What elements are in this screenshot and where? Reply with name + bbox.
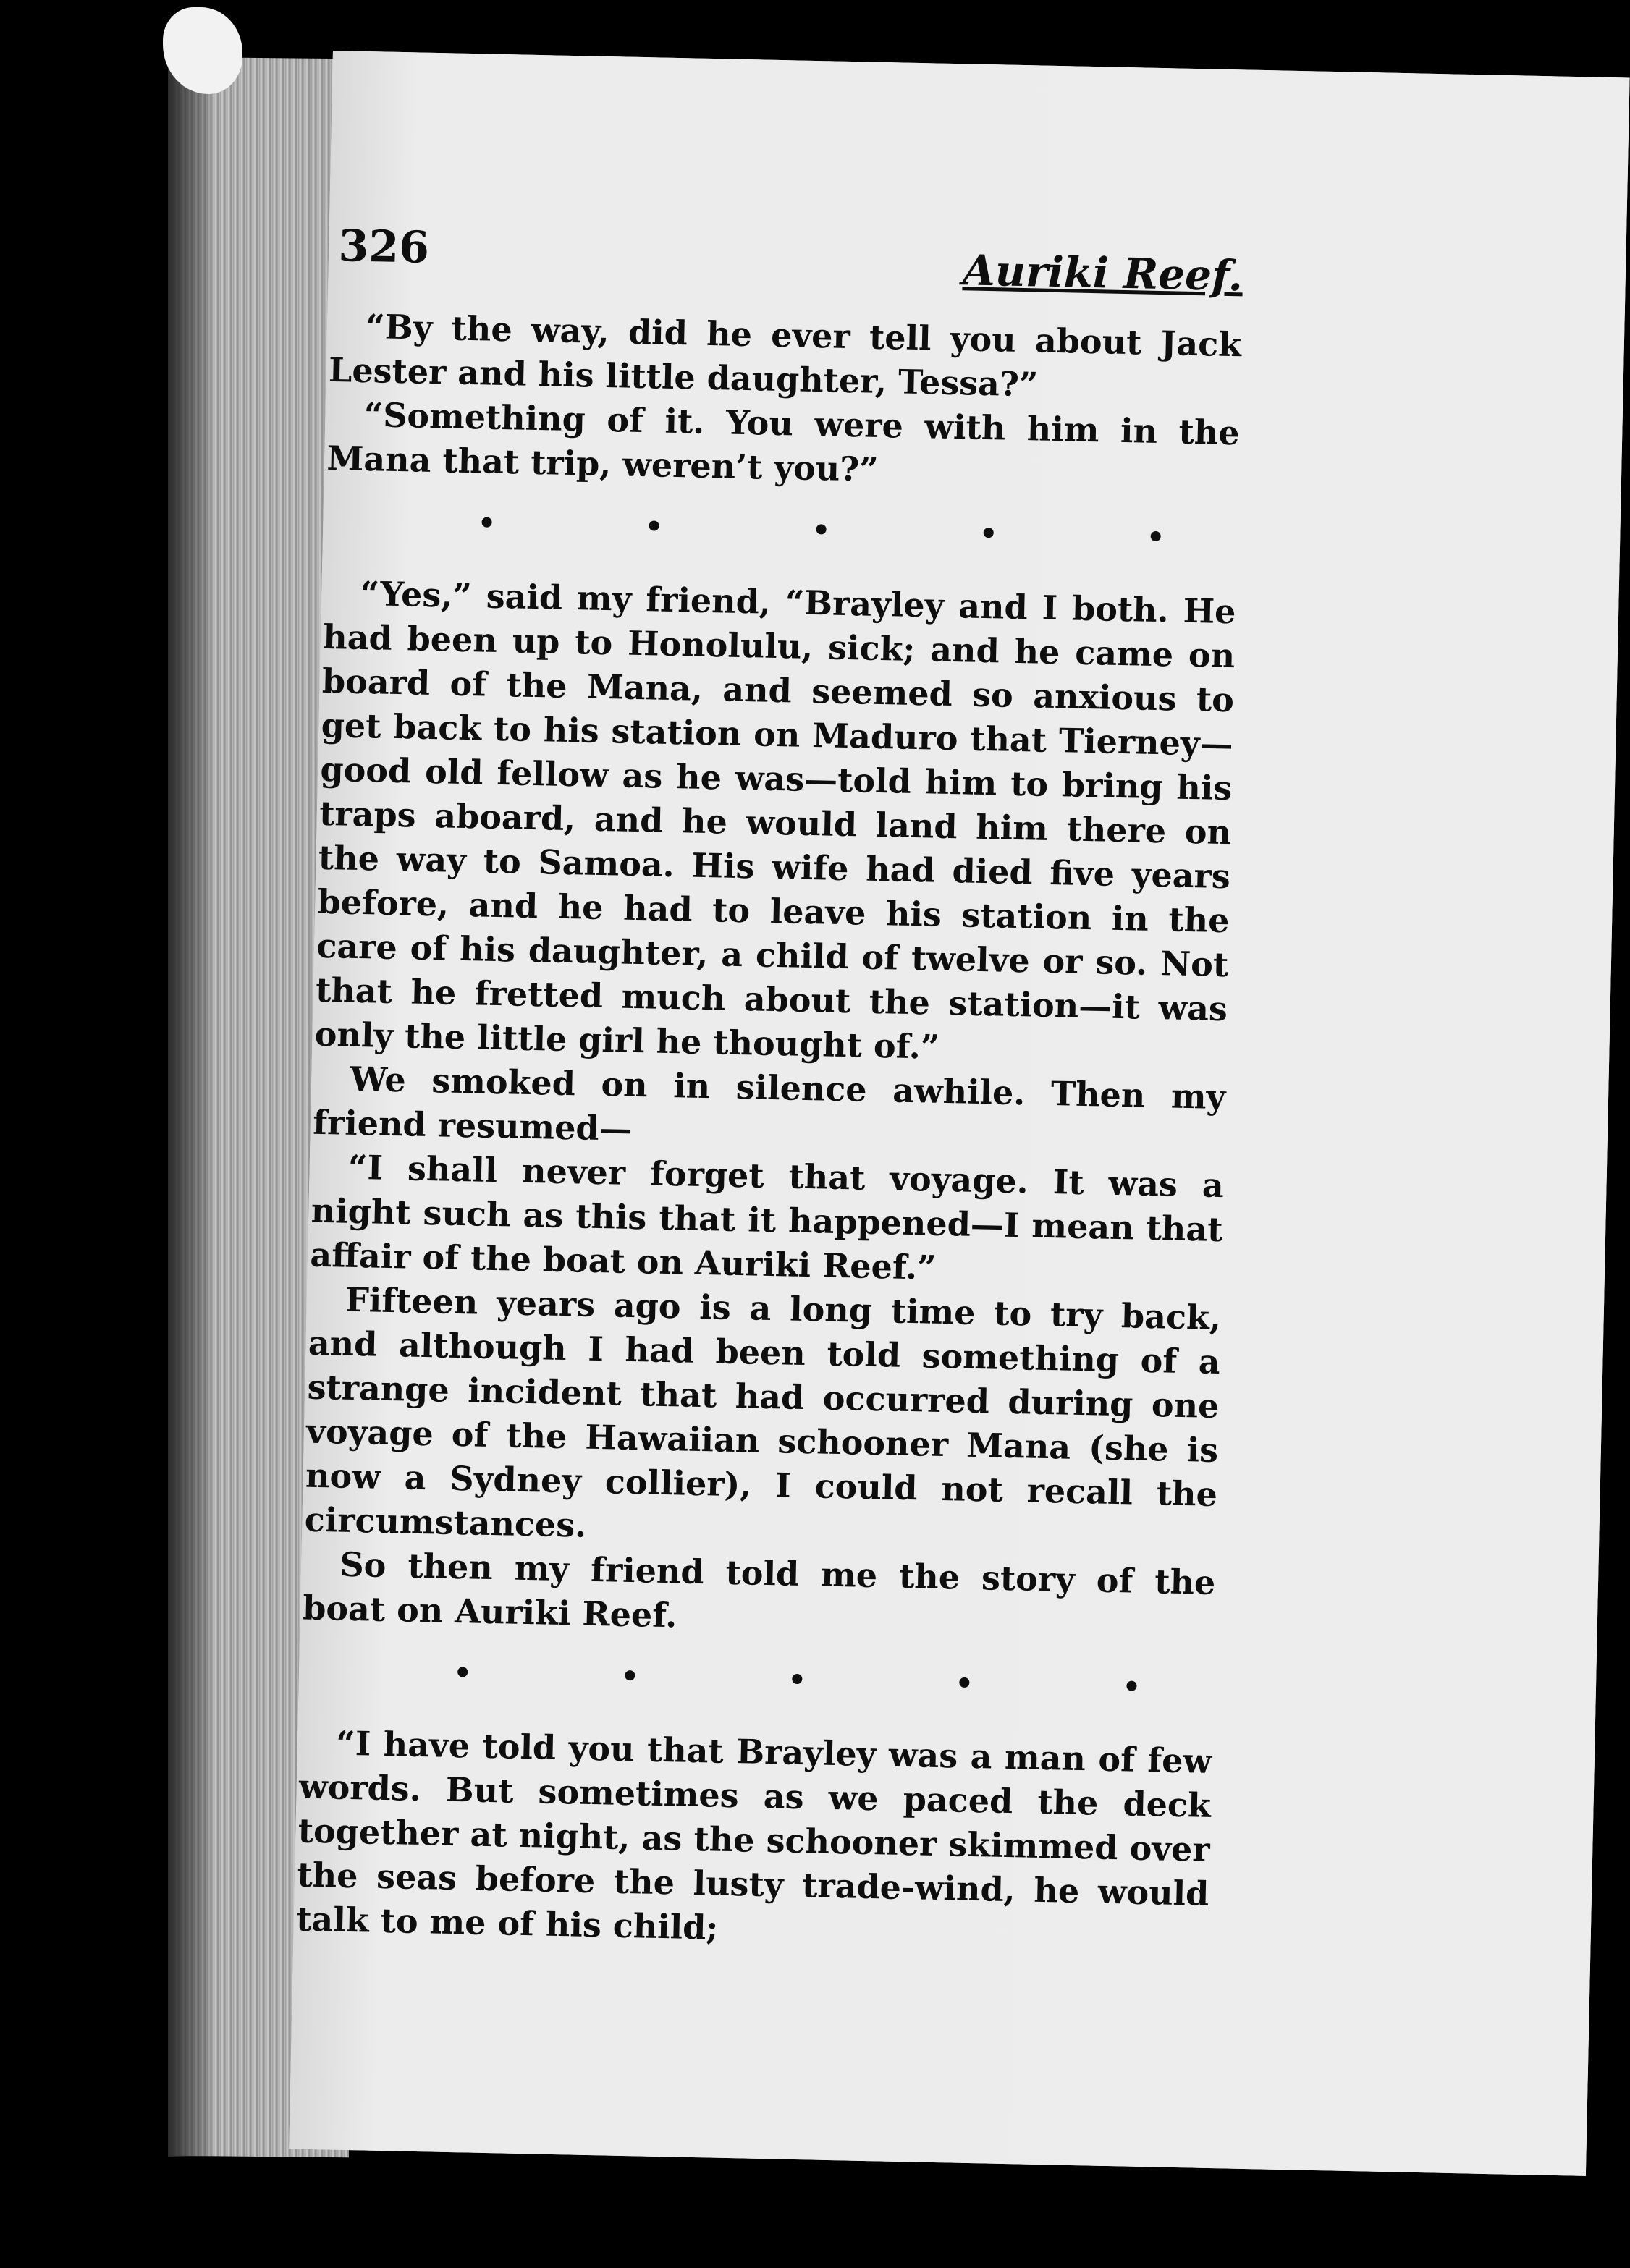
separator-dot: • <box>620 1659 640 1694</box>
running-title: Auriki Reef. <box>962 245 1243 301</box>
page-number: 326 <box>337 221 430 274</box>
separator-dot: • <box>1122 1670 1141 1704</box>
separator-dot: • <box>644 509 664 544</box>
page-text-block <box>295 166 1244 1947</box>
separator-dot: • <box>787 1662 807 1698</box>
paragraph: So then my friend told me the story of the boat on Auriki Reef. <box>302 1544 1216 1636</box>
separator-dot: • <box>452 1655 473 1691</box>
separator-dot: • <box>955 1666 974 1701</box>
separator-dot: • <box>477 506 497 541</box>
paragraph: “I have told you that Brayley was a man of few words. But sometimes as we paced the deck together at night, as the schooner skimmed over the seas before the lusty trade-wind, he would talk to me of his child; <box>295 1723 1212 1947</box>
paragraph: “I shall never forget that voyage. It was a night such as this that it happened—I mean that affair of the boat on Auriki Reef.” <box>309 1147 1225 1287</box>
page-edge-shadow <box>168 58 211 2157</box>
paragraph: We smoked on in silence awhile. Then my friend resumed— <box>312 1059 1226 1148</box>
body-text <box>296 304 1242 1960</box>
paragraph: “Something of it. You were with him in the Mana that trip, weren’t you?” <box>326 394 1241 489</box>
paragraph: “Yes,” said my friend, “Brayley and I both. He had been up to Honolulu, sick; and he came on board of the Mana, and seemed so anxious to get back to his station on Maduro that Tierney—good old fellow as he was—told him to bring his traps aboard, and he would land him there on the way to Samoa. His wife had died five years before, and he had to leave his station in the care of his daughter, a child of twelve or so. Not that he fretted much about the station—it was only the little girl he thought of.” <box>314 573 1236 1067</box>
separator-dot: • <box>979 516 998 551</box>
separator-dot: • <box>811 512 831 548</box>
paragraph: Fifteen years ago is a long time to try back, and although I had been told something of a strange incident that had occurred during one voyage of the Hawaiian schooner Mana (she is now a Sydney collier), I could not recall the circumstances. <box>304 1279 1222 1545</box>
paragraph: “By the way, did he ever tell you about Jack Lester and his little daughter, Tessa?” <box>328 307 1242 405</box>
separator-dot: • <box>1146 520 1165 555</box>
